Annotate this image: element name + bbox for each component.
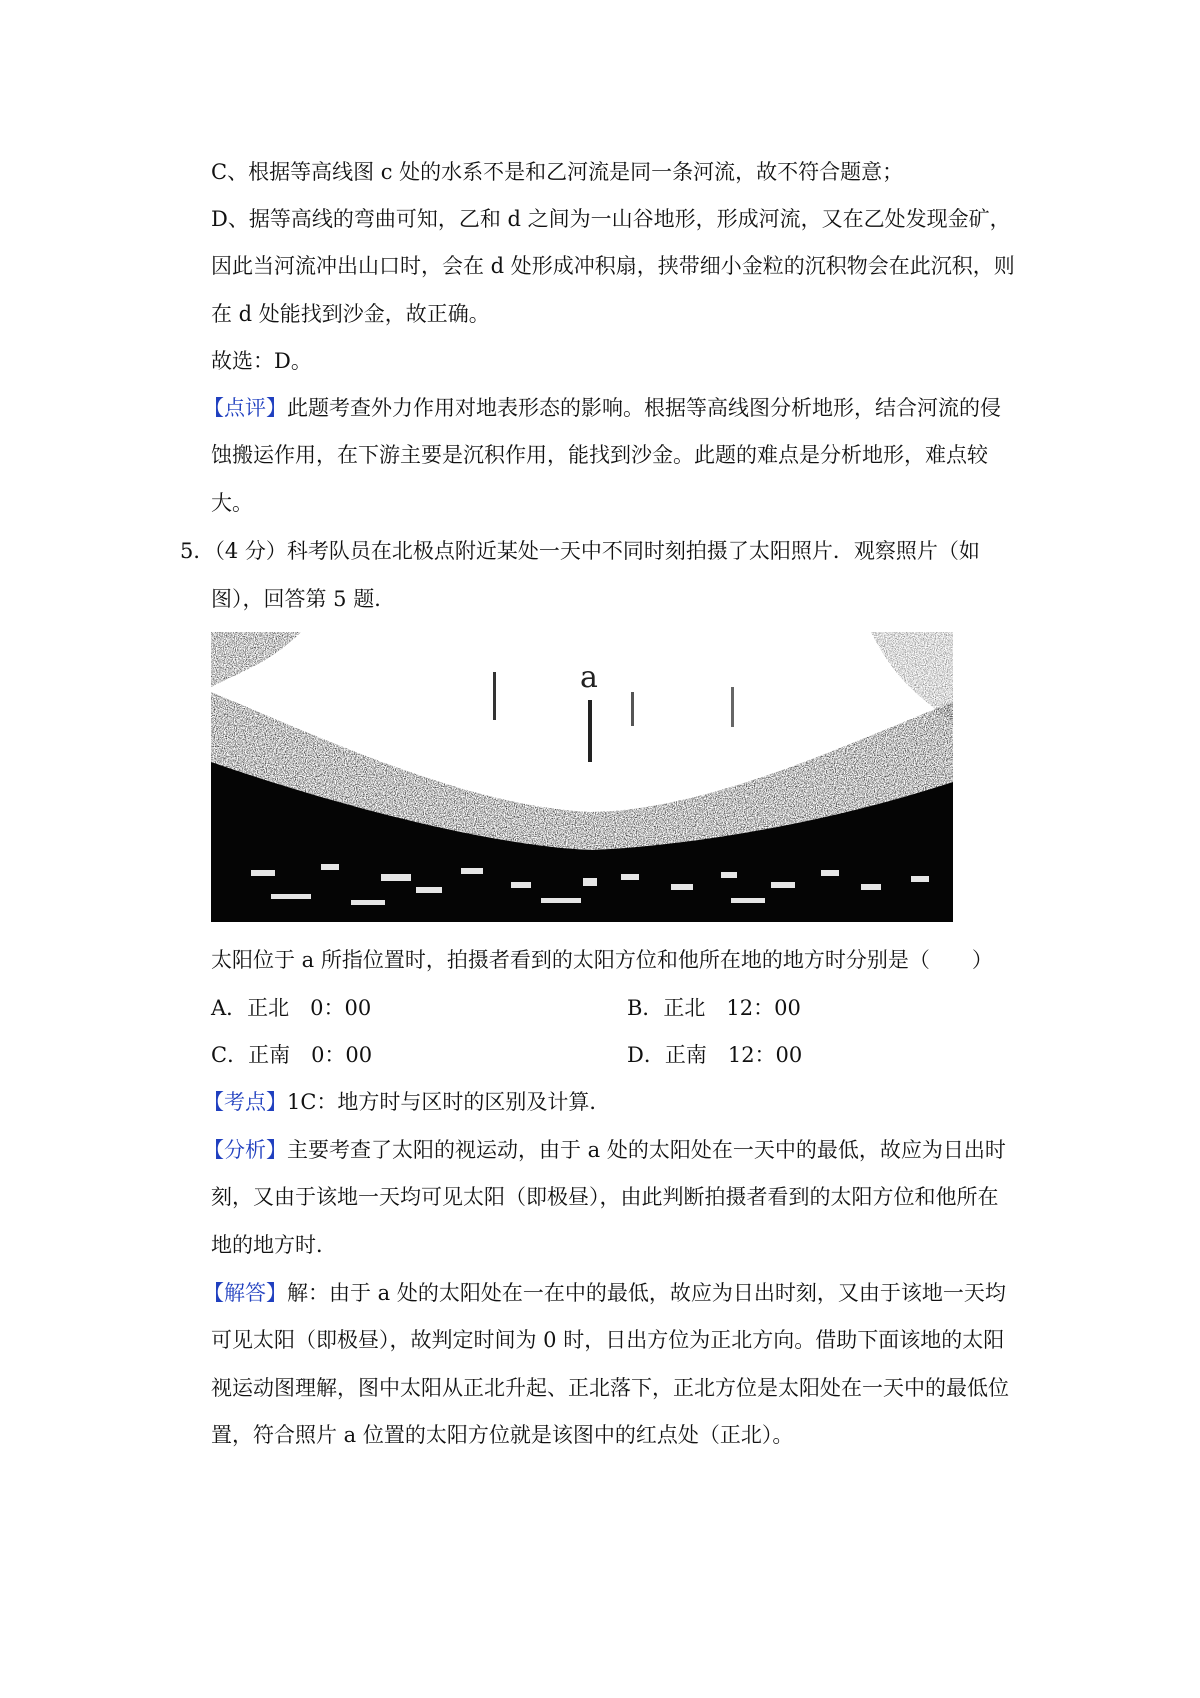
answer-option-c-text: C、根据等高线图 c 处的水系不是和乙河流是同一条河流，故不符合题意； xyxy=(211,160,904,184)
jieda-tag: 【解答】 xyxy=(203,1281,287,1305)
sun-photo-image xyxy=(211,632,953,922)
fenxi-line-2: 刻，又由于该地一天均可见太阳（即极昼），由此判断拍摄者看到的太阳方位和他所在 xyxy=(211,1185,999,1209)
answer-option-d-text-1: D、据等高线的弯曲可知，乙和 d 之间为一山谷地形，形成河流，又在乙处发现金矿， xyxy=(211,207,1011,231)
fenxi-line-3: 地的地方时． xyxy=(211,1233,337,1257)
comment-tag: 【点评】 xyxy=(203,396,287,420)
answer-option-d-text-3: 在 d 处能找到沙金，故正确。 xyxy=(211,302,490,326)
photo-label-a: a xyxy=(580,660,598,695)
fenxi-tag: 【分析】 xyxy=(203,1138,287,1162)
kaodian-tag: 【考点】 xyxy=(203,1090,287,1114)
jieda-line-1 xyxy=(203,1279,1006,1307)
answer-option-d-text-2: 因此当河流冲出山口时，会在 d 处形成冲积扇，挟带细小金粒的沉积物会在此沉积，则 xyxy=(211,254,1015,278)
jieda-text-1: 解：由于 a 处的太阳处在一在中的最低，故应为日出时刻，又由于该地一天均 xyxy=(287,1281,1006,1305)
comment-line-3: 大。 xyxy=(211,491,253,515)
comment-line-1 xyxy=(203,394,1001,422)
fenxi-line-1 xyxy=(203,1136,1006,1164)
option-c: C．正南 0：00 xyxy=(211,1043,373,1067)
option-d: D．正南 12：00 xyxy=(627,1043,803,1067)
question-5-stem-2: 图），回答第 5 题． xyxy=(211,587,396,611)
kaodian-line xyxy=(203,1088,610,1116)
question-stem-text-1: （4 分）科考队员在北极点附近某处一天中不同时刻拍摄了太阳照片．观察照片（如 xyxy=(214,539,980,563)
kaodian-text: 1C：地方时与区时的区别及计算． xyxy=(287,1090,611,1114)
question-5-stem-1 xyxy=(180,537,980,565)
jieda-line-4: 置，符合照片 a 位置的太阳方位就是该图中的红点处（正北）。 xyxy=(211,1423,794,1447)
option-b: B．正北 12：00 xyxy=(627,996,801,1020)
jieda-line-2: 可见太阳（即极昼），故判定时间为 0 时，日出方位为正北方向。借助下面该地的太阳 xyxy=(211,1328,1005,1352)
answer-choice: 故选：D。 xyxy=(211,349,312,373)
option-a: A．正北 0：00 xyxy=(211,996,372,1020)
jieda-line-3: 视运动图理解，图中太阳从正北升起、正北落下，正北方位是太阳处在一天中的最低位 xyxy=(211,1376,1009,1400)
comment-text-1: 此题考查外力作用对地表形态的影响。根据等高线图分析地形，结合河流的侵 xyxy=(287,396,1001,420)
fenxi-text-1: 主要考查了太阳的视运动，由于 a 处的太阳处在一天中的最低，故应为日出时 xyxy=(287,1138,1006,1162)
question-5-prompt: 太阳位于 a 所指位置时，拍摄者看到的太阳方位和他所在地的地方时分别是（ ） xyxy=(211,948,993,972)
comment-line-2: 蚀搬运作用，在下游主要是沉积作用，能找到沙金。此题的难点是分析地形，难点较 xyxy=(211,443,988,467)
question-number: 5． xyxy=(180,539,215,563)
